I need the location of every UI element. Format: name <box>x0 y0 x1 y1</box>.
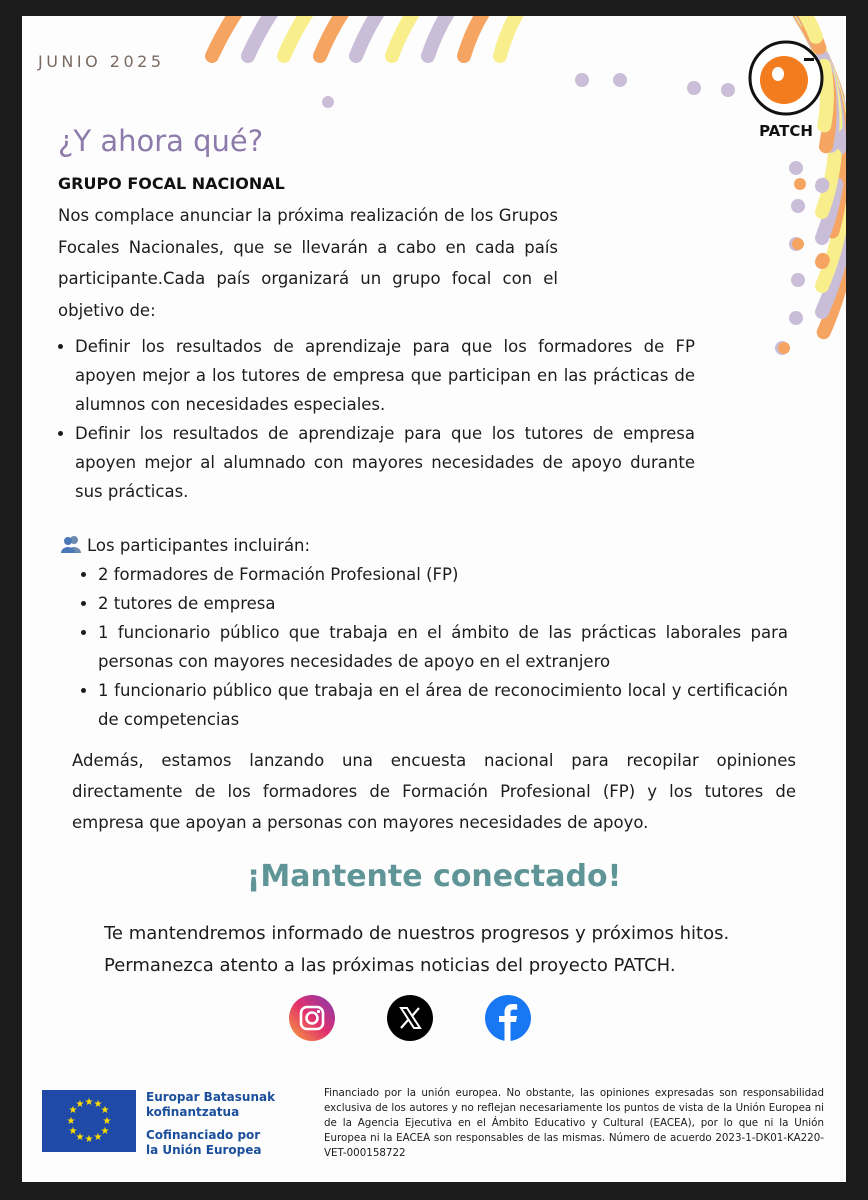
svg-text:★: ★ <box>84 1134 94 1145</box>
eu-flag-icon <box>42 1090 136 1152</box>
svg-text:★: ★ <box>102 1116 112 1127</box>
stay-connected-text <box>104 918 804 982</box>
list-item: • 1 funcionario público que trabaja en el área de reconocimiento local y certificación de competencias <box>98 676 788 734</box>
svg-text:★: ★ <box>68 1126 78 1137</box>
svg-text:★: ★ <box>75 1099 85 1110</box>
participants-heading <box>60 535 310 555</box>
intro-paragraph: Nos complace anunciar la próxima realización de los Grupos Focales Nacionales, que se llevarán a cabo en cada país participante.Cada país organizará un grupo focal con el objetivo de: <box>58 206 558 320</box>
svg-text:★: ★ <box>100 1105 110 1116</box>
facebook-icon[interactable] <box>484 994 532 1042</box>
participants-label: Los participantes incluirán: <box>87 536 311 555</box>
svg-text:★: ★ <box>68 1105 78 1116</box>
svg-text:★: ★ <box>100 1126 110 1137</box>
svg-text:★: ★ <box>75 1132 85 1143</box>
logo-text: PATCH <box>759 122 813 140</box>
eu-line-2: kofinantzatua <box>146 1105 240 1119</box>
svg-text:★: ★ <box>93 1099 103 1110</box>
stay-line-2: Permanezca atento a las próximas noticias del proyecto PATCH. <box>104 955 676 976</box>
instagram-icon[interactable] <box>288 994 336 1042</box>
participants-list <box>74 560 788 734</box>
list-item: • Definir los resultados de aprendizaje para que los formadores de FP apoyen mejor a los tutores de empresa que participan en las prácticas de alumnos con necesidades especiales. <box>75 332 695 419</box>
issue-date: JUNIO 2025 <box>38 52 165 71</box>
survey-paragraph: Además, estamos lanzando una encuesta nacional para recopilar opiniones directamente de los formadores de Formación Profesional (FP) y los tutores de empresa que apoyan a personas con mayores necesidades de apoyo. <box>72 751 796 832</box>
page-title: ¿Y ahora qué? <box>58 124 264 158</box>
newsletter-page <box>22 16 846 1182</box>
list-item: • 2 formadores de Formación Profesional (FP) <box>98 560 788 589</box>
section-subtitle: GRUPO FOCAL NACIONAL <box>58 174 285 193</box>
eu-line-3: Cofinanciado por <box>146 1128 261 1142</box>
eu-cofunding-text <box>146 1090 275 1158</box>
patch-logo <box>746 38 826 140</box>
svg-text:★: ★ <box>84 1097 94 1108</box>
funding-disclaimer: Financiado por la unión europea. No obstante, las opiniones expresadas son responsabilidad exclusiva de los autores y no reflejan necesariamente los puntos de vista de la Unión Europea ni de la Agencia Ejecutiva en el Ámbito Educativo y Cultural (EACEA), por lo que ni la Unión Europea ni la EACEA son responsables de las mismas. Número de acuerdo 2023-1-DK01-KA220-VET-000158722 <box>324 1087 824 1159</box>
list-item: • 2 tutores de empresa <box>98 589 788 618</box>
list-item: • 1 funcionario público que trabaja en el ámbito de las prácticas laborales para personas con mayores necesidades de apoyo en el extranjero <box>98 618 788 676</box>
svg-text:★: ★ <box>66 1116 76 1127</box>
eu-line-4: la Unión Europea <box>146 1143 262 1157</box>
svg-text:★: ★ <box>93 1132 103 1143</box>
stay-line-1: Te mantendremos informado de nuestros progresos y próximos hitos. <box>104 923 730 944</box>
stay-connected-heading: ¡Mantente conectado! <box>246 859 622 894</box>
eu-line-1: Europar Batasunak <box>146 1090 276 1104</box>
patch-logo-icon <box>746 38 826 118</box>
objectives-list <box>50 332 695 506</box>
x-icon[interactable] <box>386 994 434 1042</box>
list-item: • Definir los resultados de aprendizaje para que los tutores de empresa apoyen mejor al alumnado con mayores necesidades de apoyo durante sus prácticas. <box>75 419 695 506</box>
people-icon <box>60 535 82 553</box>
